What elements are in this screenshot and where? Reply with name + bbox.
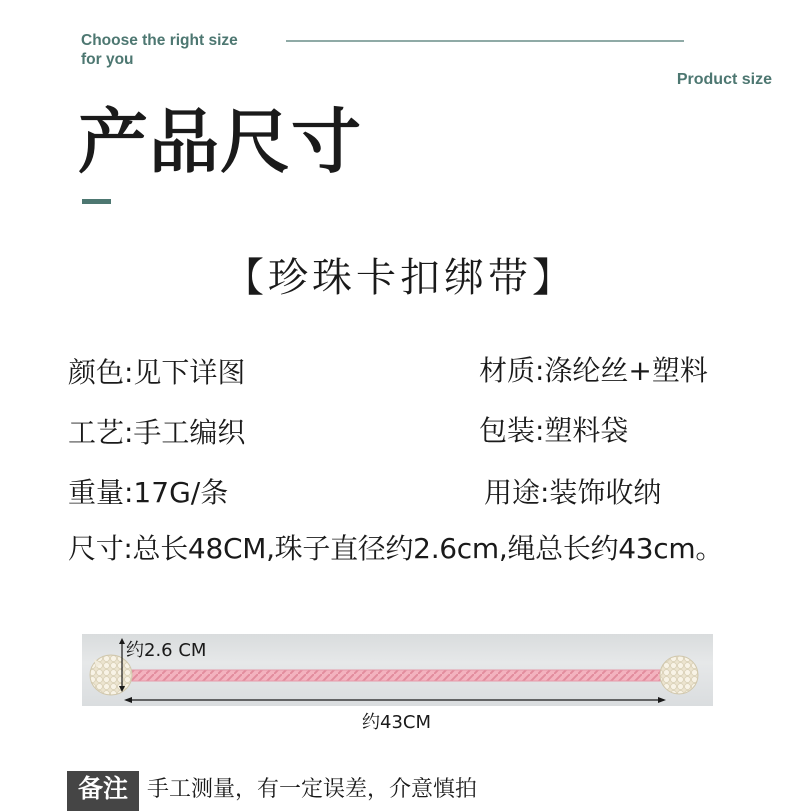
bead-diameter-label: 约2.6 CM	[126, 640, 207, 661]
spec-packaging: 包装:塑料袋	[479, 414, 629, 447]
braided-rope	[122, 670, 670, 681]
title-accent-bar	[82, 199, 111, 204]
right-pearl-bead	[660, 656, 698, 694]
page-title: 产品尺寸	[78, 101, 362, 183]
spec-size: 尺寸:总长48CM,珠子直径约2.6cm,绳总长约43cm。	[68, 532, 724, 565]
section-label: Product size	[676, 71, 772, 88]
rope-length-label: 约43CM	[362, 712, 432, 733]
product-name: 【珍珠卡扣绑带】	[224, 255, 576, 301]
tagline: Choose the right size for you	[81, 32, 238, 68]
spec-color: 颜色:见下详图	[68, 356, 246, 389]
header-divider	[286, 40, 684, 42]
spec-craft: 工艺:手工编织	[68, 416, 246, 449]
note-text: 手工测量，有一定误差，介意慎拍	[147, 777, 478, 802]
spec-weight: 重量:17G/条	[68, 476, 229, 509]
spec-material: 材质:涤纶丝+塑料	[479, 354, 708, 387]
note-badge: 备注	[67, 771, 139, 811]
spec-usage: 用途:装饰收纳	[484, 476, 662, 509]
